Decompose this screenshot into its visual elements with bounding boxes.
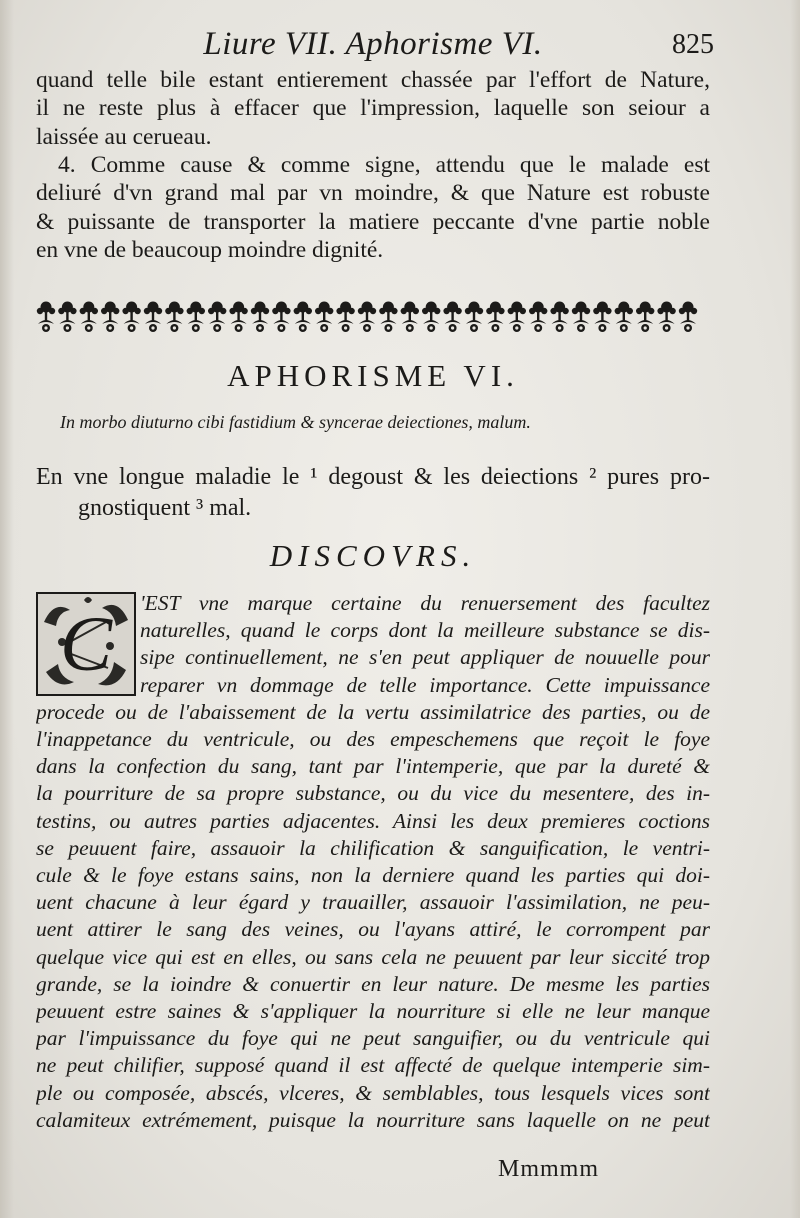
fleuron-icon xyxy=(358,302,376,333)
fleuron-icon xyxy=(593,302,611,333)
text-line: uent chacune à leur égard y trauailler, assauoir l'assimilation, ne peu- xyxy=(36,890,710,915)
text-line: en vne de beaucoup moindre dignité. xyxy=(36,236,384,263)
text-line: la pourriture de sa propre substance, ou du vice du mesentere, des in- xyxy=(36,781,710,806)
discours-heading: DISCOVRS. xyxy=(269,538,477,573)
text-line: cule & le foye estans sains, non la derniere quand les parties qui doi- xyxy=(36,863,710,888)
text-line: sipe continuellement, ne s'en peut appliquer de nouuelle pour xyxy=(140,645,710,670)
fleuron-icon xyxy=(272,302,290,333)
text-line: par l'impuissance du foye qui ne peut sanguifier, ou du ventricule qui xyxy=(36,1026,710,1051)
fleuron-icon xyxy=(208,302,226,333)
french-aphorism xyxy=(36,462,710,524)
text-line: quand telle bile estant entierement chassée par l'effort de Nature, xyxy=(36,67,710,93)
text-line: grande, se la ioindre & conuertir en leur nature. De mesme les parties xyxy=(36,971,710,996)
fleuron-icon xyxy=(465,302,483,333)
text-line: ple ou composée, abscés, vlceres, & semblables, tous lesquels vices sont xyxy=(36,1080,710,1105)
fleuron-icon xyxy=(615,302,633,333)
aphorism-title: APHORISME VI. xyxy=(227,358,519,393)
fleuron-icon xyxy=(550,302,568,333)
fleuron-icon xyxy=(37,302,55,333)
text-line: l'inappetance du ventricule, ou des empeschemens que reçoit le foye xyxy=(36,727,710,752)
text-line: laissée au cerueau. xyxy=(36,123,212,150)
text-line: ne peut chilifier, supposé quand il est affecté de quelque intemperie sim- xyxy=(36,1053,710,1078)
signature-mark: Mmmmm xyxy=(498,1156,600,1182)
dropcap-letter: C xyxy=(59,600,113,687)
text-line: il ne reste plus à effacer que l'impression, laquelle son seiour a xyxy=(36,95,710,122)
fleuron-icon xyxy=(187,302,205,333)
fleuron-icon xyxy=(486,302,504,333)
fleuron-icon xyxy=(508,302,526,333)
fleuron-icon xyxy=(422,302,440,333)
fleuron-icon xyxy=(657,302,675,333)
text-line: calamiteux extrémement, puisque la nourriture sans laquelle on ne peut xyxy=(36,1107,710,1132)
running-head xyxy=(36,26,714,66)
text-line: uent attirer le sang des veines, ou l'ayans attiré, le corrompent par xyxy=(36,917,710,942)
text-line: naturelles, quand le corps dont la meilleure substance se dis- xyxy=(140,618,710,643)
fleuron-icon xyxy=(572,302,590,333)
fleuron-icon xyxy=(443,302,461,333)
text-line: En vne longue maladie le ¹ degoust & les deiections ² pures pro- xyxy=(36,464,710,490)
text-line: dans la confection du sang, tant par l'intemperie, que par la dureté & xyxy=(36,754,710,779)
fleuron-icon xyxy=(80,302,98,333)
text-line: se peuuent faire, assauoir la chilification & sanguification, le ventri- xyxy=(36,835,710,860)
latin-aphorism: In morbo diuturno cibi fastidium & syncerae deiectiones, malum. xyxy=(60,412,531,432)
text-line: testins, ou autres parties adjacentes. Ainsi les deux premieres coctions xyxy=(36,808,710,833)
text-line: peuuent estre saines & s'appliquer la nourriture si elle ne leur manque xyxy=(36,999,710,1024)
fleuron-icon xyxy=(636,302,654,333)
page-number: 825 xyxy=(672,29,714,60)
fleuron-icon xyxy=(58,302,76,333)
fleuron-icon xyxy=(401,302,419,333)
text-line: 4. Comme cause & comme signe, attendu que le malade est xyxy=(58,152,710,178)
text-line: quelque vice qui est en elles, ou sans cela ne peuuent par leur siccité trop xyxy=(36,944,710,969)
fleuron-icon xyxy=(165,302,183,333)
text-line: deliuré d'vn grand mal par vn moindre, & que Nature est robuste xyxy=(36,180,710,207)
discours-body xyxy=(36,590,710,1134)
point-four-paragraph xyxy=(36,151,710,264)
continuation-paragraph xyxy=(36,66,710,151)
text-line: 'EST vne marque certaine du renuersement des facultez xyxy=(140,591,710,615)
fleuron-band-icon xyxy=(34,296,706,336)
text-line: reparer vn dommage de telle importance. Cette impuissance xyxy=(140,672,710,697)
fleuron-icon xyxy=(336,302,354,333)
fleuron-icon xyxy=(144,302,162,333)
fleuron-icon xyxy=(251,302,269,333)
running-title: Liure VII. Aphorisme VI. xyxy=(203,26,543,62)
fleuron-icon xyxy=(294,302,312,333)
text-line: gnostiquent ³ mal. xyxy=(78,495,252,521)
text-line: procede ou de l'abaissement de la vertu assimilatrice des parties, ou de xyxy=(36,699,710,724)
fleuron-icon xyxy=(229,302,247,333)
page-gutter-shadow xyxy=(0,0,14,1218)
fleuron-icon xyxy=(101,302,119,333)
fleuron-icon xyxy=(679,302,697,333)
text-line: & puissante de transporter la matiere peccante d'vne partie noble xyxy=(36,208,710,235)
fleuron-icon xyxy=(379,302,397,333)
fleuron-icon xyxy=(529,302,547,333)
fleuron-icon xyxy=(122,302,140,333)
fleuron-icon xyxy=(315,302,333,333)
page-edge-shadow xyxy=(790,0,800,1218)
